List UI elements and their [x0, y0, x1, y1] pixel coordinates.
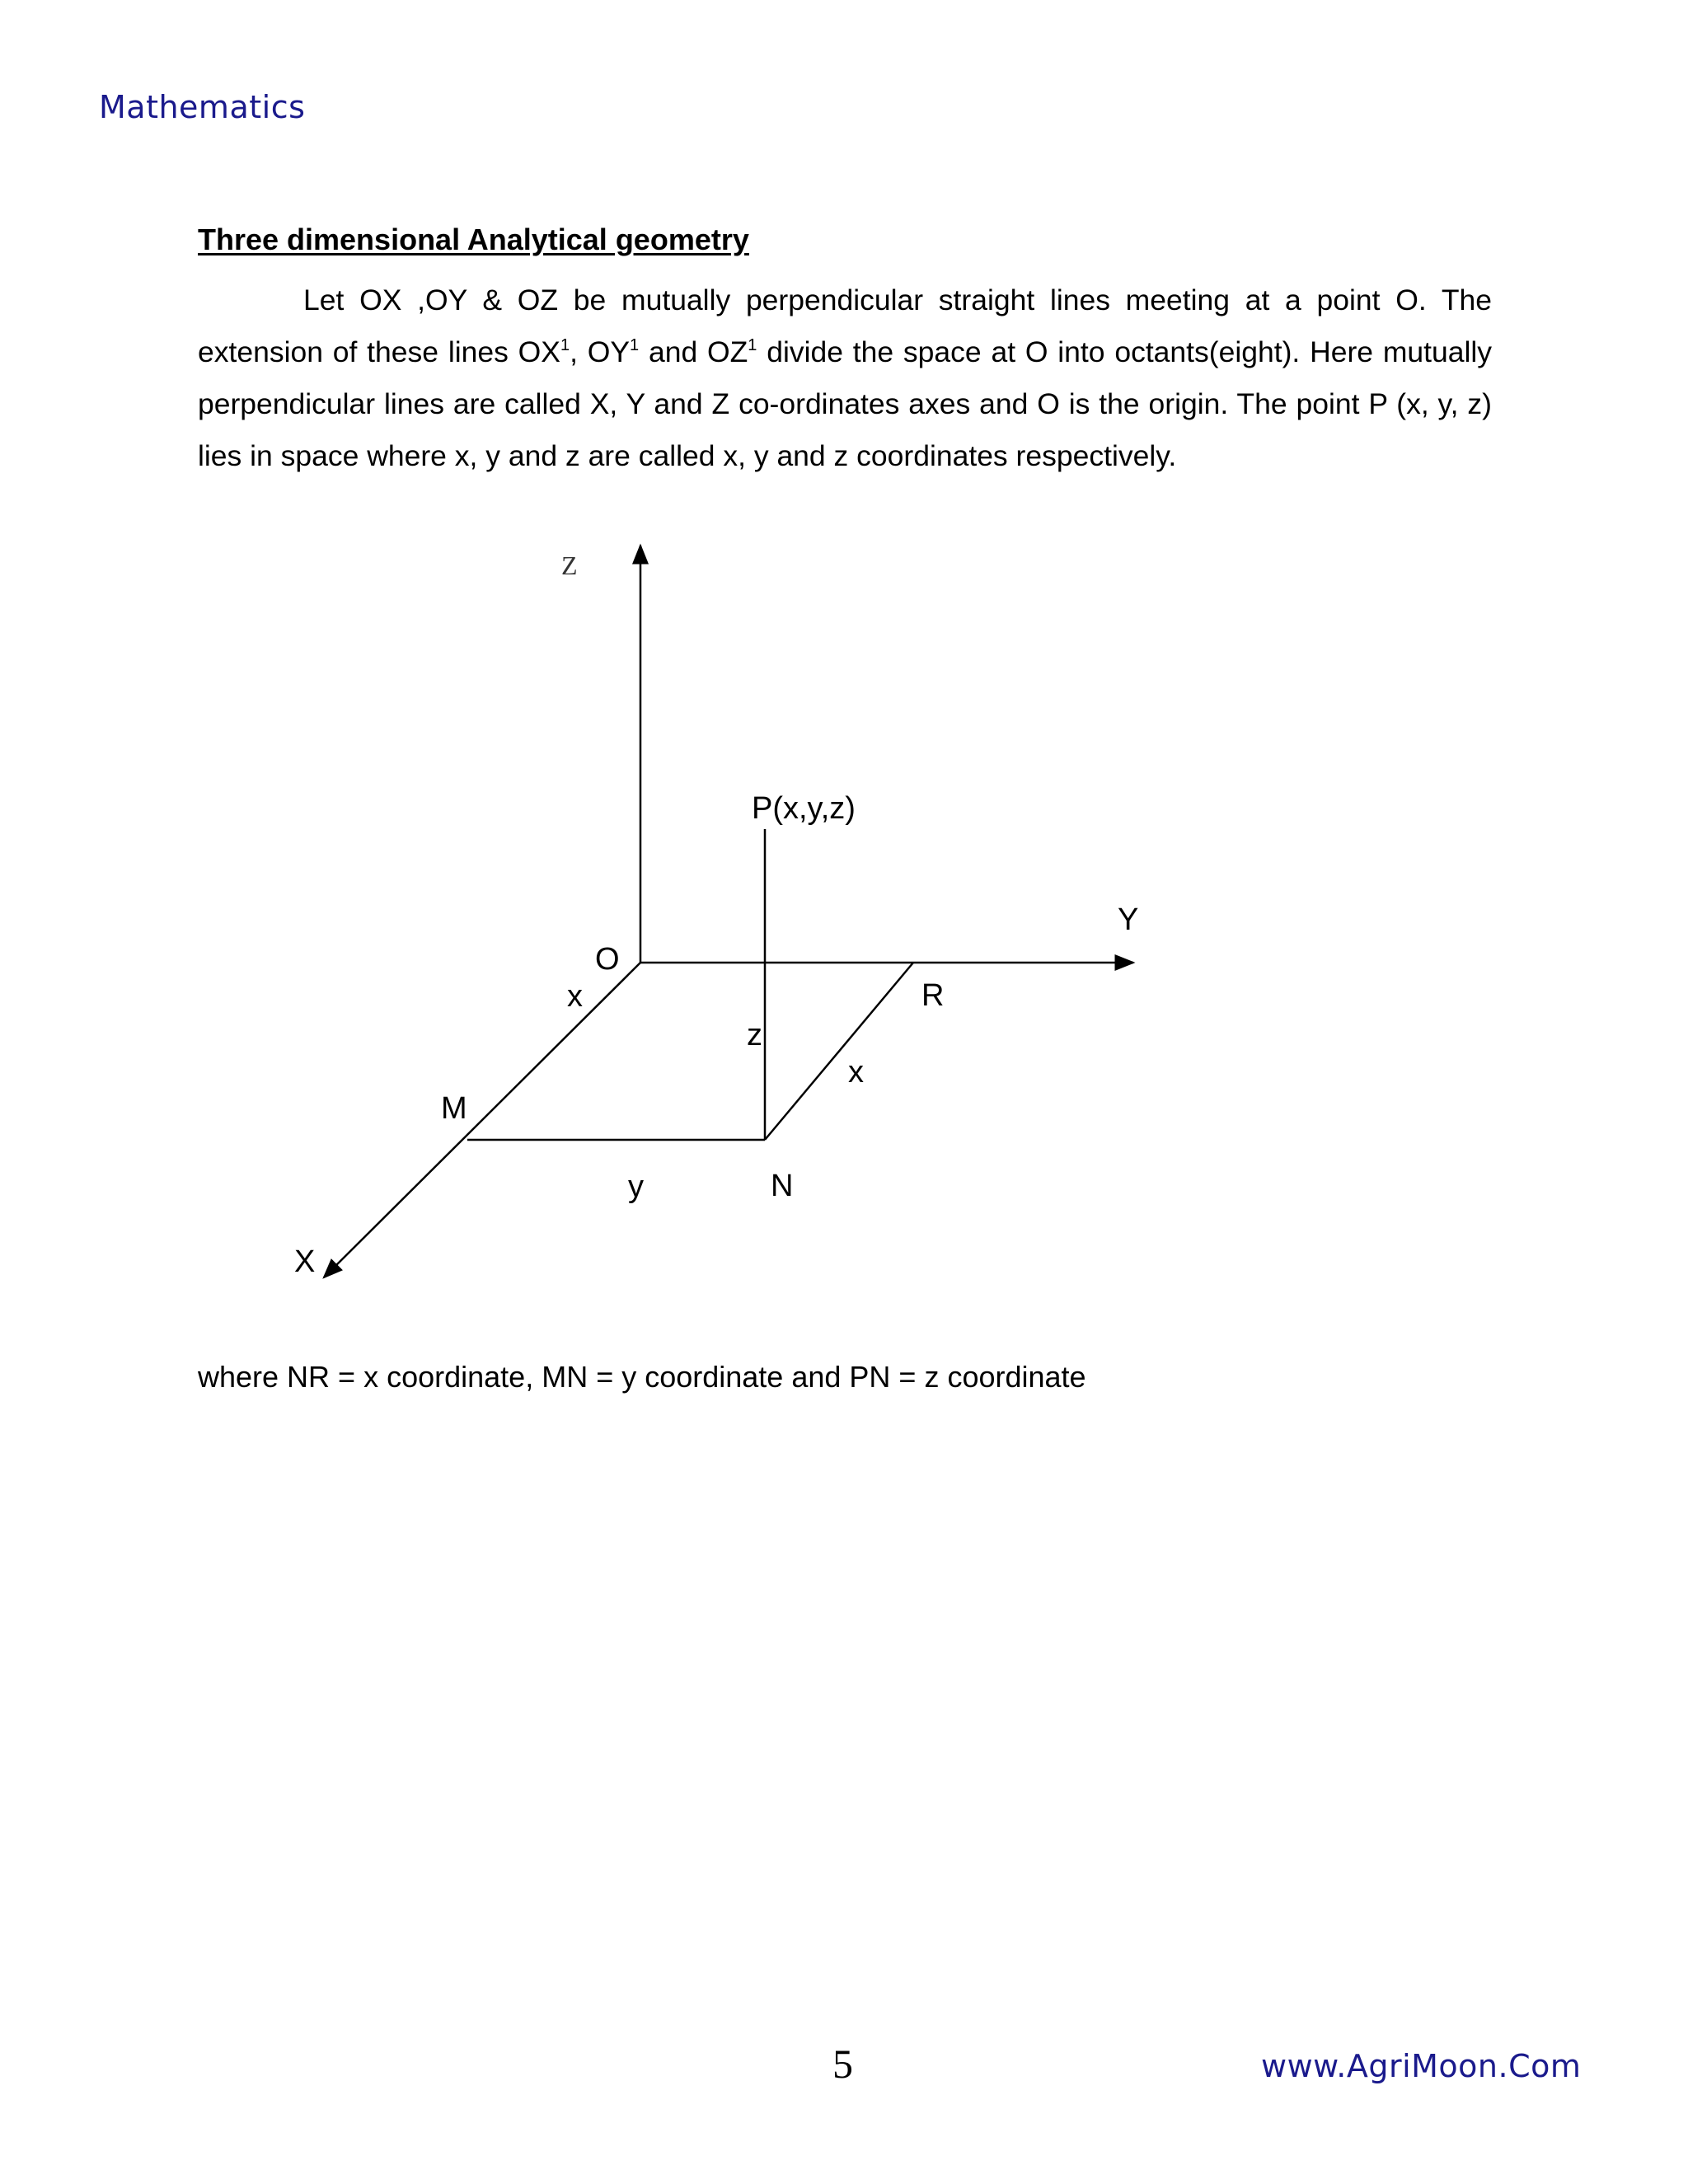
intro-text-2: , OY	[570, 335, 631, 368]
segment-x-om-label: x	[567, 979, 583, 1014]
superscript-3: 1	[748, 336, 757, 354]
header-subject: Mathematics	[99, 89, 306, 125]
point-p-label: P(x,y,z)	[752, 791, 856, 826]
intro-text-4: divide the space at O into octants(eight). Here mutually perpendicular lines are called X, Y and Z co-ordinates axes and O is the origin. The point P (x, y, z) lies in space where x, y and z are called x, y and z coordinates respectively.	[198, 335, 1493, 472]
superscript-1: 1	[560, 336, 570, 354]
intro-text-3: and OZ	[639, 335, 748, 368]
intro-text-1: Let OX ,OY & OZ be mutually perpendicular straight lines meeting at a point O. The extension of these lines OX	[198, 284, 1492, 368]
section-heading: Three dimensional Analytical geometry	[198, 223, 749, 256]
superscript-2: 1	[630, 336, 640, 354]
y-axis-label: Y	[1118, 902, 1139, 937]
segment-x-nr-label: x	[848, 1055, 864, 1090]
point-n-label: N	[771, 1169, 794, 1203]
segment-nr	[765, 963, 913, 1140]
point-r-label: R	[921, 978, 945, 1013]
point-m-label: M	[441, 1091, 467, 1126]
diagram-caption: where NR = x coordinate, MN = y coordinate and PN = z coordinate	[198, 1360, 1086, 1394]
segment-z-label: z	[747, 1018, 762, 1052]
z-axis-label: Z	[561, 551, 578, 580]
footer-website-link[interactable]: www.AgriMoon.Com	[1261, 2048, 1582, 2084]
origin-label: O	[595, 942, 620, 977]
segment-y-label: y	[628, 1169, 644, 1204]
x-axis-line	[324, 963, 640, 1277]
x-axis-label: X	[294, 1244, 316, 1279]
page-number: 5	[832, 2041, 853, 2087]
